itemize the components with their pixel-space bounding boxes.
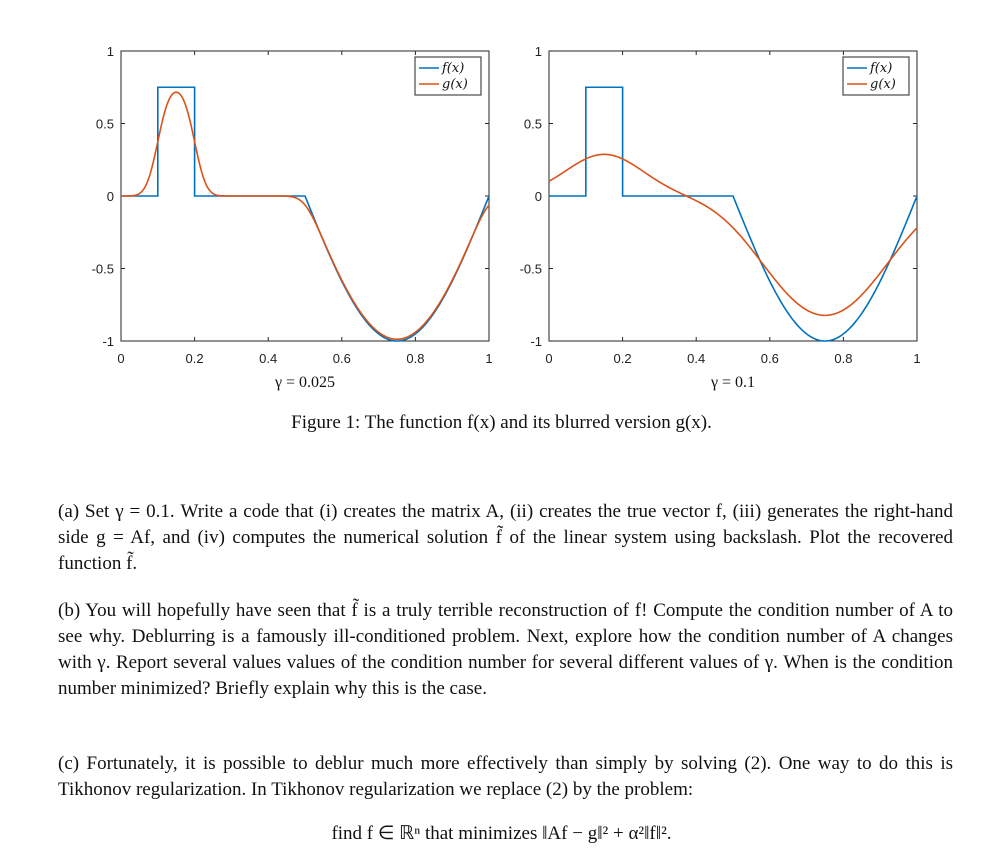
figure bbox=[0, 0, 1003, 400]
y-tick-label: -1 bbox=[102, 334, 114, 349]
tikhonov-equation: find f ∈ ℝⁿ that minimizes ‖Af − g‖² + α²‖f‖². bbox=[331, 823, 672, 844]
x-tick-label: 0 bbox=[545, 351, 553, 366]
y-tick-label: 0.5 bbox=[95, 116, 114, 132]
y-tick-label: 0 bbox=[106, 189, 114, 204]
x-tick-label: 0.6 bbox=[332, 351, 351, 366]
legend-label: f(x) bbox=[870, 61, 893, 76]
y-tick-label: -0.5 bbox=[519, 261, 542, 277]
y-tick-label: 0.5 bbox=[523, 116, 542, 132]
x-tick-label: 0.8 bbox=[834, 351, 853, 366]
x-tick-label: 0.4 bbox=[687, 351, 706, 366]
x-axis-label: γ = 0.025 bbox=[274, 374, 336, 391]
x-axis-label: γ = 0.1 bbox=[710, 374, 756, 391]
y-tick-label: -1 bbox=[530, 334, 542, 349]
x-tick-label: 0.2 bbox=[185, 351, 204, 366]
legend-label: g(x) bbox=[870, 77, 896, 92]
legend bbox=[415, 57, 481, 95]
chart-2 bbox=[520, 44, 921, 391]
y-tick-label: 0 bbox=[534, 189, 542, 204]
x-tick-label: 0.6 bbox=[760, 351, 779, 366]
x-tick-label: 0.8 bbox=[406, 351, 425, 366]
x-tick-label: 0.4 bbox=[259, 351, 278, 366]
figure-caption: Figure 1: The function f(x) and its blurred version g(x). bbox=[291, 412, 712, 433]
x-tick-label: 1 bbox=[485, 351, 493, 366]
legend-label: f(x) bbox=[442, 61, 465, 76]
y-tick-label: -0.5 bbox=[91, 261, 114, 277]
legend-label: g(x) bbox=[442, 77, 468, 92]
x-tick-label: 0.2 bbox=[613, 351, 632, 366]
legend bbox=[843, 57, 909, 95]
x-tick-label: 0 bbox=[117, 351, 125, 366]
paragraph-a: (a) Set γ = 0.1. Write a code that (i) creates the matrix A, (ii) creates the true vector f, (iii) generates the right-hand side g = Af, and (iv) computes the numerical solution f̃ of the linear system using backslash. Plot the recovered function f̃. bbox=[58, 501, 953, 574]
x-tick-label: 1 bbox=[913, 351, 921, 366]
y-tick-label: 1 bbox=[106, 44, 114, 59]
y-tick-label: 1 bbox=[534, 44, 542, 59]
paragraph-b: (b) You will hopefully have seen that f̃ is a truly terrible reconstruction of f! Compute the condition number of A to see why. Deblurring is a famously ill-conditioned problem. Next, explore how the condition number of A changes with γ. Report several values values of the condition number for several different values of γ. When is the condition number minimized? Briefly explain why this is the case. bbox=[58, 600, 953, 699]
chart-1 bbox=[92, 44, 493, 391]
paragraph-c: (c) Fortunately, it is possible to deblur much more effectively than simply by solving (2). One way to do this is Tikhonov regularization. In Tikhonov regularization we replace (2) by the problem: bbox=[58, 753, 953, 800]
